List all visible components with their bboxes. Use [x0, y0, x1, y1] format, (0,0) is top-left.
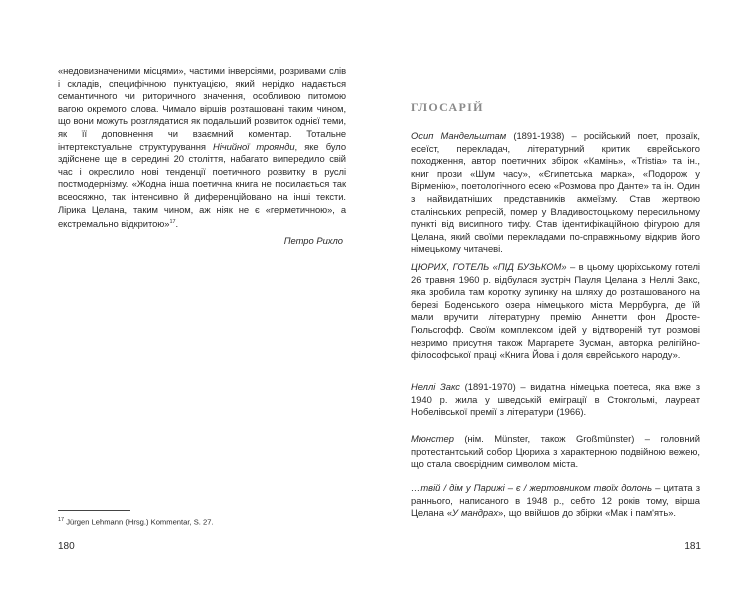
- author-signature: Петро Рихло: [283, 235, 343, 246]
- paragraph-text-cont: , яке було здійснене ще в середині 20 століття, набагато випередило свій час і окреслило нові тенденції поетичного розвитку в руслі постмодернізму. «Жодна інша поетична книга не посилається так всеосяжно, так інтенсивно й диференційовано на інші тексти. Лірика Целана, таким чином, аж ніяк не є «герметичною», а екстремально відкритою»: [58, 140, 346, 230]
- glossary-definition: (1891-1938) – російський поет, прозаїк, есеїст, перекладач, літературний критик єврейського походження, автор поетичних збірок «Камінь», «Tristia» та ін., книг прози «Шум часу», «Єгипетська марка», «Подорож у Вірменію», поетологічного есею «Розмова про Данте» та ін. Один з найвидатніших представників акмеїзму. Став жертвою сталінських репресій, помер у Владивостоцькому пересильному пункті від висипного тифу. Став ідентифікаційною фігурою для Целана, який своїми перекладами по-справжньому відкрив його німецькому читачеві.: [411, 130, 700, 255]
- right-page: [368, 0, 737, 595]
- paragraph-end: .: [175, 218, 179, 230]
- glossary-entry: [411, 130, 700, 256]
- footnote-divider: [58, 510, 130, 511]
- footnote-number: 17: [58, 517, 65, 523]
- glossary-entry: [411, 381, 700, 419]
- glossary-term: ЦЮРИХ, ГОТЕЛЬ «ПІД БУЗЬКОМ»: [411, 261, 567, 272]
- book-title: Нічийної троянди: [213, 140, 295, 152]
- body-paragraph: [58, 65, 346, 231]
- glossary-entry: [411, 261, 700, 362]
- left-body-text: [58, 65, 346, 231]
- glossary-term: Мюнстер: [411, 433, 454, 444]
- glossary-term: Неллі Закс: [411, 381, 460, 392]
- page-number-right: 181: [684, 541, 701, 552]
- glossary-term: …твій / дім у Парижі – є / жертовником твоїх долонь: [411, 482, 653, 493]
- glossary-definition: – цитата з раннього, написаного в 1948 р., себто 12 років тому, вірша Целана «: [411, 482, 700, 519]
- glossary-entry: [411, 482, 700, 520]
- glossary-definition: (нім. Münster, також Großmünster) – головний протестантський собор Цюриха з характерною подвійною вежею, що стала своєрідним символом міста.: [411, 433, 700, 470]
- footnote-text: Jürgen Lehmann (Hrsg.) Kommentar, S. 27.: [64, 517, 214, 527]
- glossary-definition: – в цьому цюріхському готелі 26 травня 1960 р. відбулася зустріч Пауля Целана з Неллі Закс, яка зробила там коротку зупинку на шляху до розташованого на березі Боденського озера німецького міста Меррбурга, де їй мали вручити літературну премію Аннетти фон Дросте-Гюльсгофф. Своїм комплексом ідей у відтвореній тут розмові незримо присутня також Маргарете Зусман, авторка релігійно-філософської праці «Книга Йова і доля єврейського народу».: [411, 261, 700, 361]
- glossary-term: Осип Мандельштам: [411, 130, 507, 141]
- footnote: [58, 515, 348, 528]
- footnote-ref[interactable]: 17: [169, 219, 176, 226]
- poem-title: У мандрах: [452, 507, 499, 519]
- paragraph-text: «недовизначеними місцями», частими інверсіями, розривами слів і складів, специфічною пунктуацією, який нерідко надається семантичного чи риторичного значення, особливою питомою вагою окремого слова. Чимало віршів розташовані таким чином, що вони можуть розглядатися як подальший розвиток однієї теми, як її доповнення чи взаємний коментар. Тотальне інтертекстуальне структурування: [58, 65, 346, 152]
- left-page: [0, 0, 368, 595]
- glossary-entry: [411, 433, 700, 471]
- glossary-heading: ГЛОСАРІЙ: [411, 100, 484, 114]
- glossary-definition: (1891-1970) – видатна німецька поетеса, яка вже з 1940 р. жила у шведській еміграції в Стокгольмі, лауреат Нобелівської премії з літератури (1966).: [411, 381, 700, 418]
- glossary-definition-end: », що ввійшов до збірки «Мак і пам'ять».: [498, 507, 677, 519]
- page-number-left: 180: [58, 541, 75, 552]
